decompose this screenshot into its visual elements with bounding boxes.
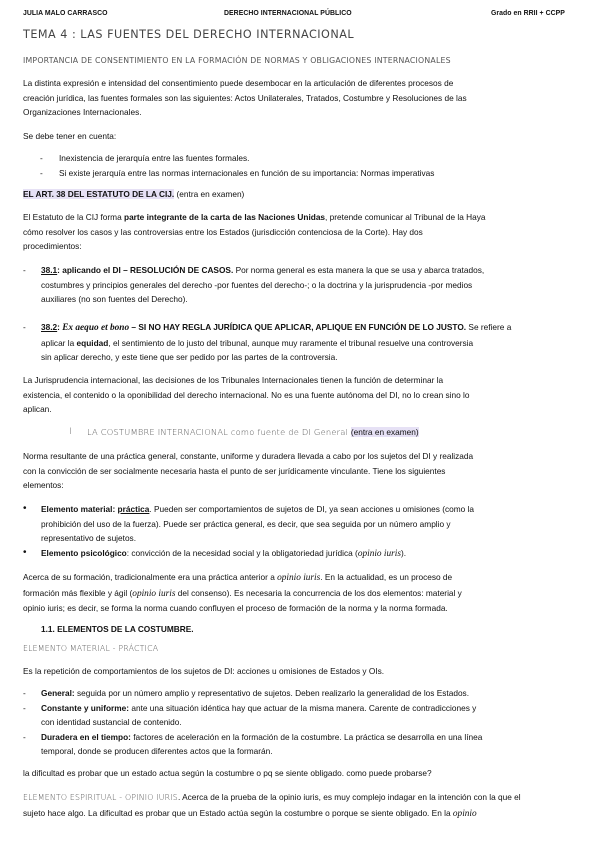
element-material-item	[23, 502, 575, 546]
paragraph-line: con identidad sustancial de contenido.	[41, 717, 182, 728]
text: Se refiere a	[466, 322, 512, 332]
article-number: 38.1	[41, 265, 58, 275]
intro-line: creación jurídica, las fuentes formales son las siguientes: Actos Unilaterales, Tratados, Costumbre y Resoluciones de las	[23, 92, 467, 103]
dash-bullet: -	[23, 265, 26, 275]
formation-paragraph	[23, 570, 575, 616]
paragraph-line	[41, 502, 575, 517]
paragraph-line	[41, 546, 575, 562]
dash-bullet: -	[23, 702, 26, 713]
bold-text: :	[57, 322, 63, 332]
intro-line: La distinta expresión e intensidad del consentimiento puede desembocar en la articulación de diferentes procesos de	[23, 78, 454, 88]
section-heading-costumbre	[23, 425, 575, 440]
exam-note: (entra en examen)	[350, 427, 419, 437]
question-text: la dificultad es probar que un estado actua según la costumbre o pq se siente obligado. como puede probarse?	[23, 768, 432, 778]
text: formación más flexible y ágil (	[23, 587, 133, 598]
text: . Acerca de la prueba de la opinio iuris, es muy complejo indagar en la intención con la que el	[177, 792, 521, 802]
paragraph-line	[41, 263, 575, 278]
list-item	[23, 686, 575, 701]
intro-line: Organizaciones Internacionales.	[23, 107, 142, 118]
text: , pretende comunicar al Tribunal de la Haya	[325, 212, 486, 222]
exam-note: (entra en examen)	[176, 189, 245, 199]
paragraph-line: auxiliares (no son fuentes del Derecho).	[41, 294, 188, 305]
paragraph-line	[41, 320, 575, 336]
subsection-heading: 1.1. ELEMENTOS DE LA COSTUMBRE.	[41, 624, 194, 634]
bullet-dot: •	[23, 547, 27, 558]
text: El Estatuto de la CIJ forma	[23, 212, 124, 222]
section-subtitle: IMPORTANCIA DE CONSENTIMIENTO EN LA FORMACIÓN DE NORMAS Y OBLIGACIONES INTERNACIONALES	[23, 56, 451, 65]
paragraph-line: prohibición del uso de la fuerza). Puede ser práctica general, es decir, que sea seguida por un número amplio y	[41, 518, 451, 529]
text: , el sentimiento de lo justo del tribunal, aunque muy raramente el tribunal resuelve una controversia	[108, 337, 474, 348]
paragraph-line	[23, 570, 575, 586]
practice-properties-list	[23, 686, 575, 759]
elemento-espiritual-paragraph	[23, 790, 575, 821]
bold-text: – SI NO HAY REGLA JURÍDICA QUE APLICAR, APLIQUE EN FUNCIÓN DE LO JUSTO.	[129, 322, 467, 332]
consider-list	[23, 151, 575, 180]
list-item-text: Si existe jerarquía entre las normas internacionales en función de su importancia: Normas imperativas	[59, 167, 435, 178]
bold-text: parte integrante de la carta de las Naciones Unidas	[124, 212, 326, 222]
art38-paragraph	[23, 210, 575, 254]
paragraph-line: aplican.	[23, 404, 52, 415]
bold-text: General:	[41, 688, 75, 698]
bold-text: Duradera en el tiempo:	[41, 731, 131, 742]
header-author: JULIA MALO CARRASCO	[23, 10, 108, 17]
dash-bullet: -	[40, 167, 43, 178]
jurisprudence-paragraph	[23, 373, 575, 417]
latin-term: opinio iuris	[132, 588, 176, 599]
paragraph-line: costumbres y principios generales del derecho -por fuentes del derecho-; o la doctrina y la jurisprudencia -por medios	[41, 279, 473, 290]
page-title: TEMA 4 : LAS FUENTES DEL DERECHO INTERNACIONAL	[23, 28, 355, 41]
element-psicologico-item	[23, 546, 575, 562]
elemento-espiritual-title: ELEMENTO ESPIRITUAL - OPINIO IURIS	[23, 793, 178, 802]
text: ante una situación idéntica hay que actuar de la misma manera. Carente de contradicciones y	[129, 702, 477, 713]
section-title-tail: como fuente de DI General	[228, 427, 351, 437]
intro-paragraph	[23, 76, 575, 120]
art38-title: EL ART. 38 DEL ESTATUTO DE LA CIJ.	[23, 189, 175, 199]
paragraph-line: elementos:	[23, 480, 64, 491]
latin-term: opinio iuris	[357, 549, 401, 559]
article-number: 38.2	[41, 322, 58, 332]
list-item	[23, 701, 575, 730]
bullet-dot: •	[23, 503, 27, 514]
latin-term: Ex aequo et bono	[62, 323, 130, 333]
paragraph-line: con la convicción de ser socialmente necesaria hasta el punto de ser jurídicamente vinculante. Tiene los siguientes	[23, 465, 446, 476]
text: sujeto hace algo. La dificultad es probar que un Estado actúa según la costumbre o porque se siente obligado. En la	[23, 807, 453, 818]
text: . En la actualidad, es un proceso de	[320, 572, 453, 582]
text: . Pueden ser comportamientos de sujetos de DI, ya sean acciones u omisiones (como la	[149, 504, 475, 514]
item-38-1	[23, 263, 575, 307]
header-degree: Grado en RRII + CCPP	[491, 10, 565, 17]
paragraph-line: temporal, donde se producen diferentes actos que la formarán.	[41, 746, 273, 757]
paragraph-line: sin aplicar derecho, y este tiene que ser pedido por las partes de la controversia.	[41, 352, 338, 363]
bold-text: práctica	[117, 504, 150, 514]
repetition-paragraph: Es la repetición de comportamientos de los sujetos de DI: acciones u omisiones de Estados y OIs.	[23, 666, 385, 676]
latin-term: opinio iuris	[277, 573, 321, 583]
paragraph-line	[23, 586, 575, 602]
paragraph-line	[23, 210, 575, 225]
text: : convicción de la necesidad social y la obligatoriedad jurídica (	[126, 548, 358, 558]
bold-text: Constante y uniforme:	[41, 702, 130, 713]
header-subject: DERECHO INTERNACIONAL PÚBLICO	[224, 10, 352, 17]
section-title: LA COSTUMBRE INTERNACIONAL	[87, 427, 229, 437]
latin-term: opinio	[452, 808, 477, 819]
bold-text: Elemento material:	[41, 504, 118, 514]
paragraph-line	[23, 806, 575, 822]
elemento-material-title: ELEMENTO MATERIAL - PRÁCTICA	[23, 644, 159, 653]
dash-bullet: -	[23, 688, 26, 698]
paragraph-line	[23, 790, 575, 806]
list-item-text: Inexistencia de jerarquía entre las fuentes formales.	[59, 153, 250, 163]
text: aplicar la	[41, 337, 77, 348]
paragraph-line: procedimientos:	[23, 241, 82, 252]
text: del consenso). Es necesaria la concurrencia de los dos elementos: material y	[175, 587, 462, 598]
paragraph-line: existencia, el contenido o la oponibilidad del derecho internacional. No es una fuente autónoma del DI, no lo crean sino lo	[23, 389, 470, 400]
paragraph-line: La Jurisprudencia internacional, las decisiones de los Tribunales Internacionales tienen la función de determinar la	[23, 375, 444, 385]
list-item	[23, 166, 575, 181]
text: Acerca de su formación, tradicionalmente era una práctica anterior a	[23, 572, 278, 582]
paragraph-line: cómo resolver los casos y las controversias entre los Estados (jurisdicción contenciosa de la Corte). Hay dos	[23, 226, 423, 237]
section-number: I	[69, 427, 72, 437]
paragraph-line: Norma resultante de una práctica general, constante, uniforme y duradera llevada a cabo por los sujetos del DI y realizada	[23, 451, 474, 461]
text: ).	[400, 548, 407, 558]
item-38-2	[23, 320, 575, 365]
bold-text: : aplicando el DI – RESOLUCIÓN DE CASOS.	[57, 265, 234, 275]
art38-heading	[23, 187, 575, 202]
norma-paragraph	[23, 449, 575, 493]
text: factores de aceleración en la formación de la costumbre. La práctica se desarrolla en una línea	[130, 731, 483, 742]
text: Por norma general es esta manera la que se usa y abarca tratados,	[233, 265, 485, 275]
paragraph-line: representativo de sujetos.	[41, 533, 137, 544]
dash-bullet: -	[23, 731, 26, 742]
paragraph-line	[41, 336, 575, 351]
list-item	[23, 151, 575, 166]
list-item	[23, 730, 575, 759]
paragraph-line: opinio iuris; es decir, se forma la norma cuando confluyen el proceso de formación de la norma y la norma formada.	[23, 603, 448, 614]
bold-text: equidad	[76, 337, 109, 348]
dash-bullet: -	[23, 322, 26, 332]
bold-text: Elemento psicológico	[41, 548, 127, 558]
text: seguida por un número amplio y representativo de sujetos. Deben realizarlo la generalidad de los Estados.	[74, 688, 470, 698]
consider-text: Se debe tener en cuenta:	[23, 131, 117, 141]
dash-bullet: -	[40, 153, 43, 163]
